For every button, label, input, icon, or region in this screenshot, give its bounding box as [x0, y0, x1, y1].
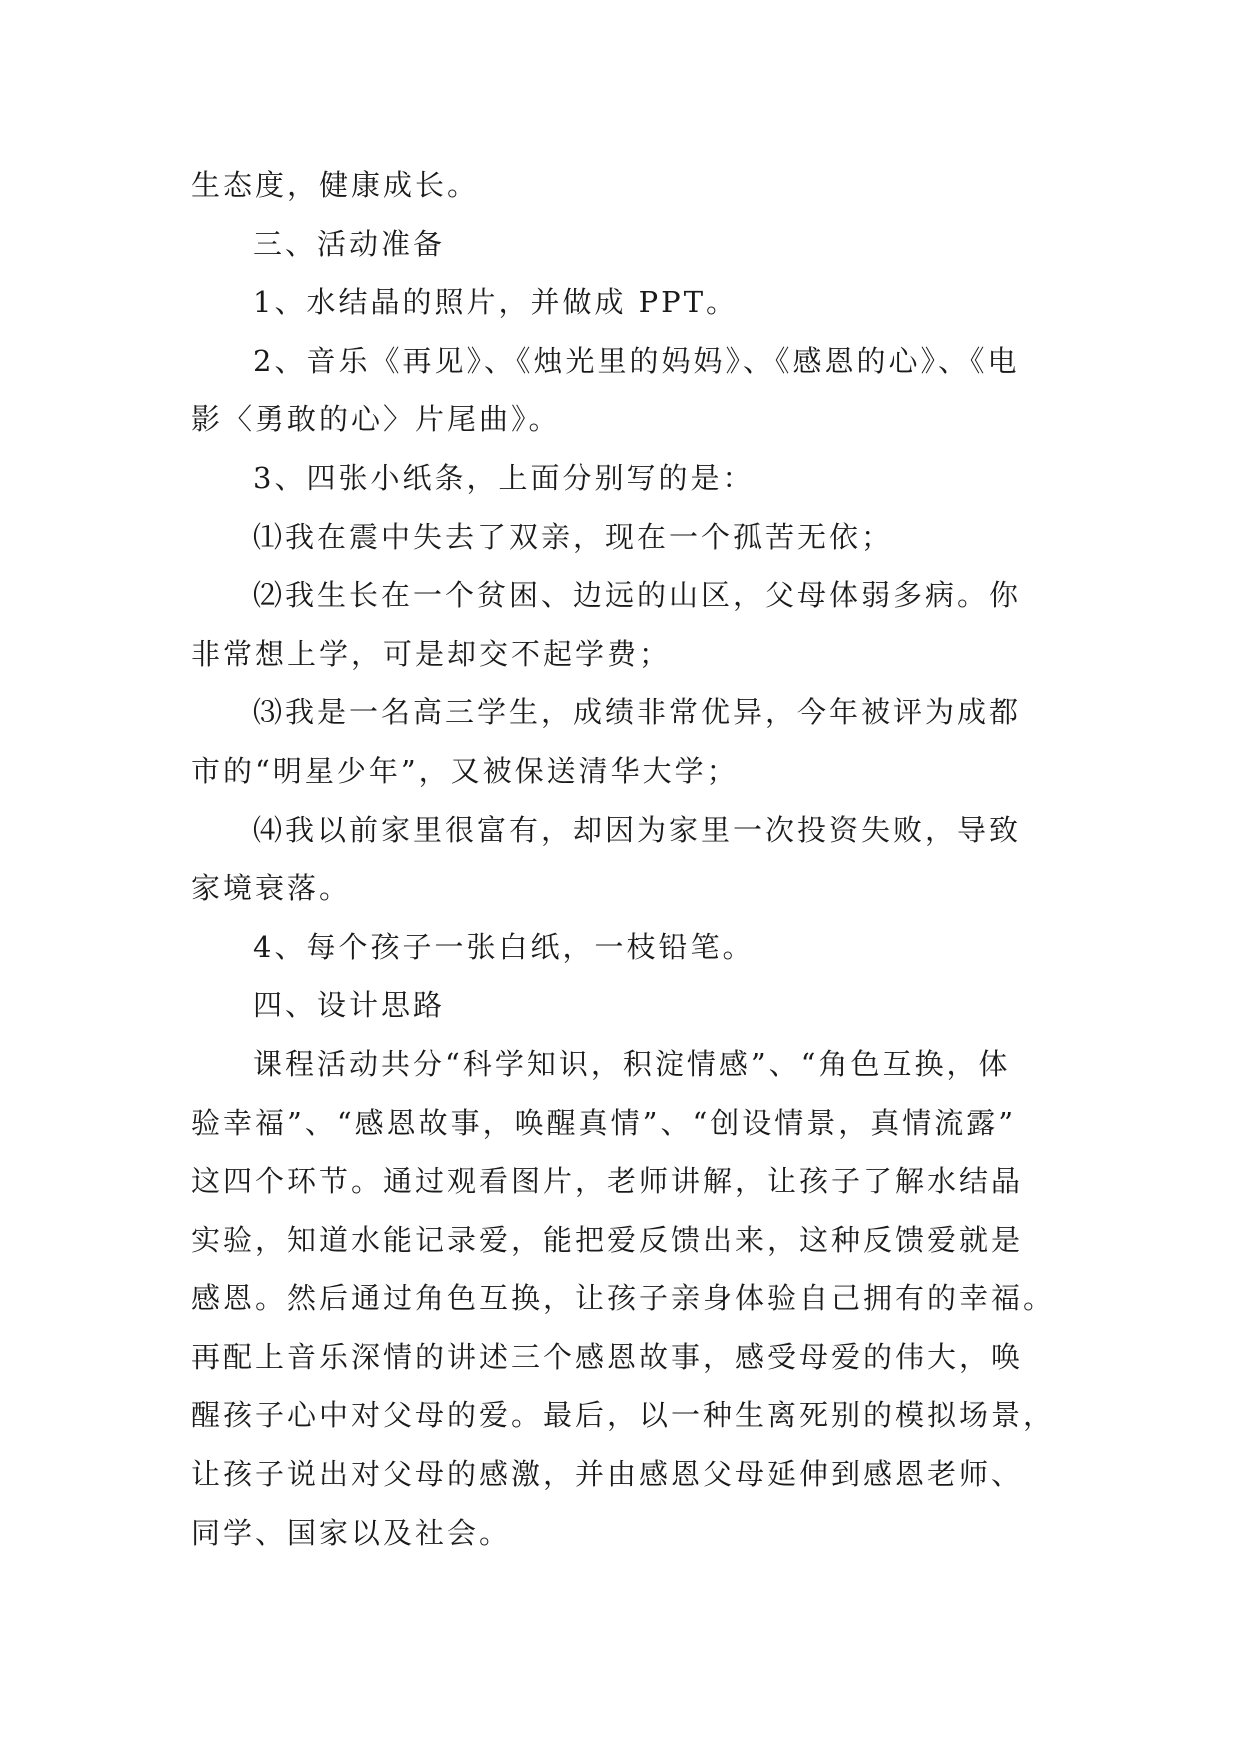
document-body	[191, 156, 1056, 1562]
paragraph-line: 感恩。然后通过角色互换，让孩子亲身体验自己拥有的幸福。	[191, 1281, 1056, 1316]
section-heading-design: 四、设计思路	[253, 988, 446, 1023]
sub-item-3-cont: 市的“明星少年”，又被保送清华大学；	[191, 753, 739, 788]
paragraph-line: 再配上音乐深情的讲述三个感恩故事，感受母爱的伟大，唤	[191, 1339, 1024, 1374]
sub-item-1: ⑴我在震中失去了双亲，现在一个孤苦无依；	[253, 519, 894, 554]
paragraph-line: 实验，知道水能记录爱，能把爱反馈出来，这种反馈爱就是	[191, 1222, 1024, 1257]
paragraph-line: 同学、国家以及社会。	[191, 1515, 512, 1550]
sub-item-2: ⑵我生长在一个贫困、边远的山区，父母体弱多病。你	[253, 578, 1022, 613]
paragraph-line: 课程活动共分“科学知识，积淀情感”、“角色互换，体	[253, 1046, 1011, 1081]
list-item-2: 2、音乐《再见》、《烛光里的妈妈》、《感恩的心》、《电	[253, 343, 1020, 378]
list-item-4: 4、每个孩子一张白纸，一枝铅笔。	[253, 929, 755, 964]
sub-item-4-cont: 家境衰落。	[191, 871, 352, 906]
paragraph-line: 醒孩子心中对父母的爱。最后，以一种生离死别的模拟场景，	[191, 1398, 1056, 1433]
list-item-3: 3、四张小纸条，上面分别写的是：	[253, 460, 755, 495]
paragraph-line: 让孩子说出对父母的感激，并由感恩父母延伸到感恩老师、	[191, 1457, 1024, 1492]
sub-item-4: ⑷我以前家里很富有，却因为家里一次投资失败，导致	[253, 812, 1022, 847]
section-heading-preparation: 三、活动准备	[253, 226, 446, 261]
paragraph-line: 这四个环节。通过观看图片，老师讲解，让孩子了解水结晶	[191, 1164, 1024, 1199]
paragraph-line: 验幸福”、“感恩故事，唤醒真情”、“创设情景，真情流露”	[191, 1105, 1017, 1140]
list-item-2-cont: 影〈勇敢的心〉片尾曲》。	[191, 402, 561, 437]
list-item-1: 1、水结晶的照片，并做成 PPT。	[253, 285, 739, 320]
sub-item-2-cont: 非常想上学，可是却交不起学费；	[191, 636, 672, 671]
sub-item-3: ⑶我是一名高三学生，成绩非常优异，今年被评为成都	[253, 695, 1022, 730]
paragraph-line: 生态度，健康成长。	[191, 168, 480, 202]
